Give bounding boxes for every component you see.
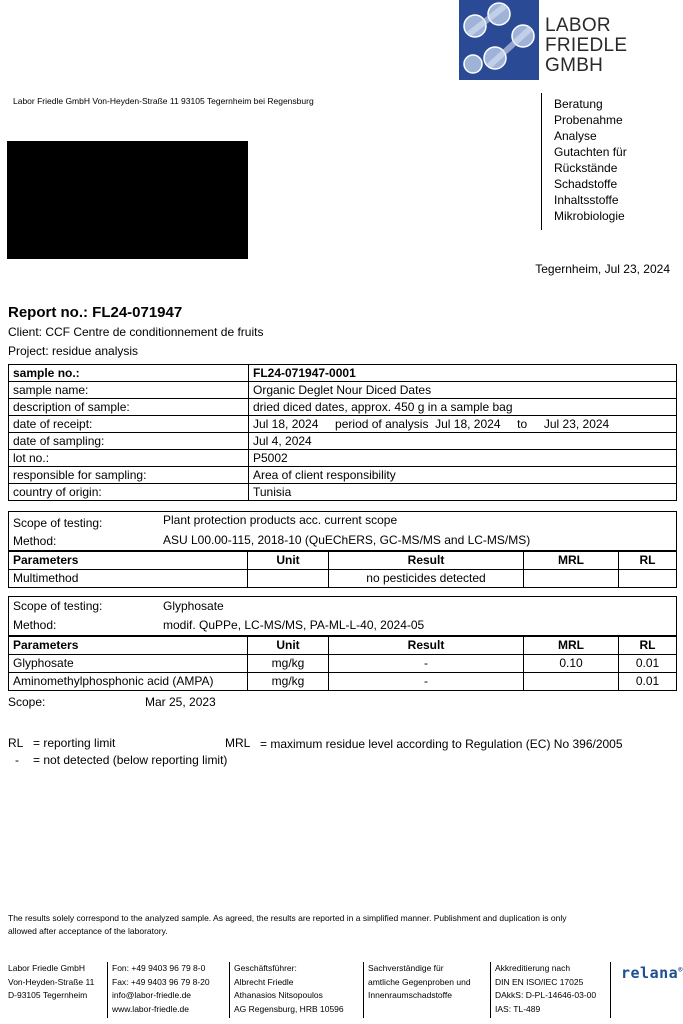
footer-divider [610,962,611,1018]
footer-contact [107,962,210,1018]
table-row [9,365,677,382]
scope-label: Scope of testing: [13,599,103,613]
param-rl [619,570,677,588]
project-line: Project: residue analysis [8,344,139,358]
sample-info-table [8,364,677,501]
header-unit: Unit [248,637,329,655]
header-mrl: MRL [524,552,619,570]
parameters-table-1 [8,551,677,588]
param-unit: mg/kg [248,655,329,673]
legend-mrl-key: MRL [225,736,251,750]
footer-fax: Fax: +49 9403 96 79 8-20 [112,976,210,987]
service-item: Beratung [554,97,603,111]
footer-line: amtliche Gegenproben und [368,976,471,987]
client-line: Client: CCF Centre de conditionnement de fruits [8,325,264,339]
legend-rl-key: RL [8,736,24,750]
scope-date-value: Mar 25, 2023 [145,695,216,709]
method-value: modif. QuPPe, LC-MS/MS, PA-ML-L-40, 2024-05 [163,618,425,632]
header-parameters: Parameters [9,637,248,655]
logo-line-2: FRIEDLE [545,35,628,56]
sample-key: responsible for sampling: [9,467,249,484]
sample-value: Organic Deglet Nour Diced Dates [249,382,677,399]
redacted-recipient-block [7,141,248,259]
table-row [9,450,677,467]
sample-key: country of origin: [9,484,249,501]
param-result: - [329,673,524,691]
footer-address [4,962,94,1018]
sample-value: Jul 4, 2024 [249,433,677,450]
sample-key: sample name: [9,382,249,399]
sample-key: date of receipt: [9,416,249,433]
report-date: Tegernheim, Jul 23, 2024 [535,262,670,276]
table-row [9,399,677,416]
logo-mark [459,0,539,80]
parameters-table-2 [8,636,677,691]
table-row [9,467,677,484]
sample-value: FL24-071947-0001 [249,365,677,382]
header-rl: RL [619,637,677,655]
header-result: Result [329,637,524,655]
header-result: Result [329,552,524,570]
param-rl: 0.01 [619,655,677,673]
sender-address: Labor Friedle GmbH Von-Heyden-Straße 11 93105 Tegernheim bei Regensburg [13,96,314,106]
method-label: Method: [13,534,57,548]
footer-line: Geschäftsführer: [234,963,297,973]
service-item: Gutachten für [554,145,627,159]
table-row [9,484,677,501]
footer-line: DAkkS: D-PL-14646-03-00 [495,990,597,1000]
table-row [9,673,677,691]
param-result: - [329,655,524,673]
header-parameters: Parameters [9,552,248,570]
param-name: Multimethod [9,570,248,588]
footer-line: D-93105 Tegernheim [8,990,88,1000]
legend-nd-text: = not detected (below reporting limit) [33,753,228,767]
registered-mark: ® [678,966,683,974]
param-unit [248,570,329,588]
scope-value: Glyphosate [163,599,224,613]
service-item: Mikrobiologie [554,209,625,223]
param-result: no pesticides detected [329,570,524,588]
method-value: ASU L00.00-115, 2018-10 (QuEChERS, GC-MS/MS and LC-MS/MS) [163,533,531,547]
param-rl: 0.01 [619,673,677,691]
service-item: Rückstände [554,161,618,175]
service-item: Analyse [554,129,597,143]
table-header-row [9,552,677,570]
footer-line: Albrecht Friedle [234,976,294,987]
header-unit: Unit [248,552,329,570]
footer-line: Akkreditierung nach [495,963,571,973]
footer-line: Von-Heyden-Straße 11 [8,976,95,987]
sample-value: Jul 18, 2024 period of analysis Jul 18, 2024 to Jul 23, 2024 [249,416,677,433]
param-mrl [524,570,619,588]
disclaimer: The results solely correspond to the analyzed sample. As agreed, the results are reported in a simplified manner. Publishment and duplication is only allowed after acceptance of the laboratory. [8,913,567,936]
logo-line-3: GMBH [545,55,604,76]
legend-rl-text: = reporting limit [33,736,116,750]
scope-block-2 [8,596,677,636]
footer-management [229,962,344,1018]
param-name: Aminomethylphosphonic acid (AMPA) [9,673,248,691]
logo-cylinders-icon [459,0,539,80]
scope-block-1 [8,511,677,551]
method-label: Method: [13,618,57,632]
sample-value: Tunisia [249,484,677,501]
footer-line: Labor Friedle GmbH [8,963,86,973]
scope-date-label: Scope: [8,695,46,709]
footer-line: DIN EN ISO/IEC 17025 [495,976,584,987]
service-item: Inhaltsstoffe [554,193,619,207]
footer-line: IAS: TL-489 [495,1003,541,1014]
footer-phone: Fon: +49 9403 96 79 8-0 [112,963,206,973]
sample-value: Area of client responsibility [249,467,677,484]
table-row [9,570,677,588]
relana-logo [621,964,683,982]
service-item: Probenahme [554,113,623,127]
table-row [9,382,677,399]
logo-line-1: LABOR [545,15,611,36]
legend-mrl-text: = maximum residue level according to Regulation (EC) No 396/2005 [260,737,623,751]
report-number: Report no.: FL24-071947 [8,304,183,321]
footer-email-link[interactable]: info@labor-friedle.de [112,990,192,1000]
sample-key: date of sampling: [9,433,249,450]
footer-line: AG Regensburg, HRB 10596 [234,1003,344,1014]
footer-line: Athanasios Nitsopoulos [234,990,323,1000]
table-row [9,655,677,673]
sample-key: sample no.: [9,365,249,382]
table-header-row [9,637,677,655]
footer-website-link[interactable]: www.labor-friedle.de [112,1003,190,1014]
param-mrl: 0.10 [524,655,619,673]
legend-nd-key: - [15,753,19,767]
footer-line: Sachverständige für [368,963,444,973]
sample-value: dried diced dates, approx. 450 g in a sample bag [249,399,677,416]
scope-value: Plant protection products acc. current scope [163,513,398,527]
param-mrl [524,673,619,691]
param-name: Glyphosate [9,655,248,673]
sample-key: description of sample: [9,399,249,416]
logo-text [545,16,627,76]
relana-logo-text: relana [621,964,679,982]
table-row [9,416,677,433]
service-item: Schadstoffe [554,177,618,191]
header-mrl: MRL [524,637,619,655]
header-rl: RL [619,552,677,570]
services-list [541,93,627,230]
table-row [9,433,677,450]
param-unit: mg/kg [248,673,329,691]
sample-key: lot no.: [9,450,249,467]
sample-value: P5002 [249,450,677,467]
footer-line: Innenraumschadstoffe [368,990,452,1000]
footer-accreditation [490,962,596,1018]
footer-experts [363,962,471,1018]
scope-label: Scope of testing: [13,516,103,530]
